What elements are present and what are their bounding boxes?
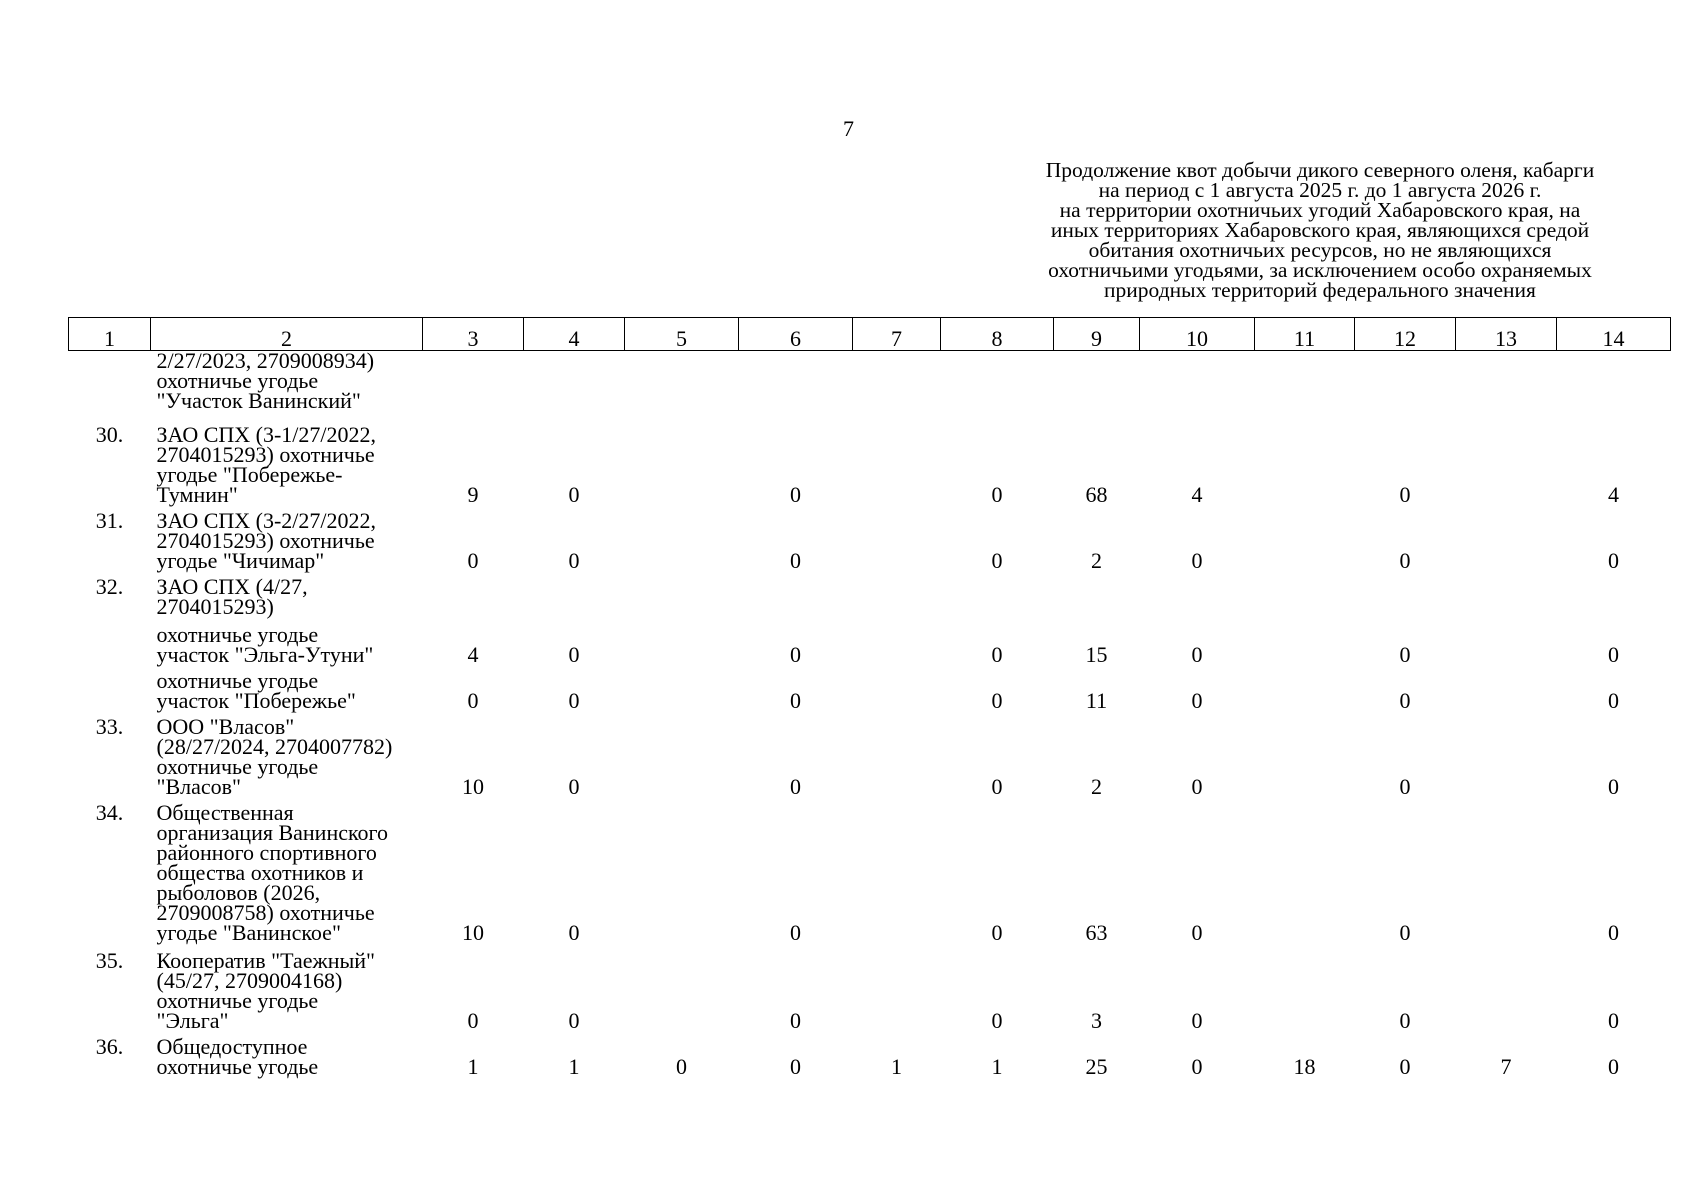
hunting-ground-name: ООО "Власов" (28/27/2024, 2704007782) охотничье угодье "Власов" [156,714,393,799]
row-number [69,351,151,412]
cell-col-7 [853,351,941,412]
cell-col-9 [1054,351,1140,412]
column-header: 3 [423,318,524,351]
cell-col-7 [853,665,941,711]
cell-col-10: 4 [1191,482,1203,507]
cell-col-11 [1255,411,1355,505]
cell-col-4: 0 [568,642,580,667]
caption-line: на территории охотничьих угодий Хабаровского края, на [1059,198,1581,222]
cell-col-11 [1255,797,1355,943]
caption-line: Продолжение квот добычи дикого северного оленя, кабарги [1045,158,1595,182]
cell-col-13 [1456,617,1557,665]
column-header: 1 [69,318,151,351]
cell-col-8: 1 [991,1054,1003,1079]
cell-col-3: 1 [467,1054,479,1079]
table-row [69,1031,1671,1077]
cell-col-5 [625,505,739,571]
hunting-ground-name: ЗАО СПХ (4/27, 2704015293) [156,574,308,619]
cell-col-12: 0 [1399,688,1411,713]
cell-col-9 [1054,571,1140,617]
column-header: 6 [739,318,853,351]
column-header: 13 [1456,318,1557,351]
cell-col-12: 0 [1399,920,1411,945]
cell-col-12: 0 [1399,548,1411,573]
cell-col-9: 2 [1091,774,1102,799]
cell-col-3: 10 [462,774,484,799]
cell-col-14 [1557,351,1671,412]
cell-col-14: 0 [1608,1054,1619,1079]
hunting-ground-name: ЗАО СПХ (3-1/27/2022, 2704015293) охотничье угодье "Побережье- Тумнин" [156,422,377,507]
column-header: 5 [625,318,739,351]
table-row [69,351,1671,412]
cell-col-8 [941,351,1054,412]
column-header: 10 [1140,318,1255,351]
table-row [69,943,1671,1031]
cell-col-3: 9 [467,482,479,507]
cell-col-4 [524,351,625,412]
quota-table [68,317,1671,1077]
cell-col-3: 0 [467,548,479,573]
table-row [69,797,1671,943]
cell-col-6: 0 [790,482,801,507]
cell-col-5 [625,411,739,505]
cell-col-6: 0 [790,1008,801,1033]
cell-col-14: 0 [1608,920,1619,945]
column-header: 11 [1255,318,1355,351]
cell-col-4: 0 [568,482,580,507]
cell-col-4: 1 [568,1054,580,1079]
column-header: 2 [151,318,423,351]
cell-col-9: 68 [1085,482,1108,507]
cell-col-5: 0 [676,1054,687,1079]
cell-col-14: 4 [1608,482,1619,507]
cell-col-5 [625,665,739,711]
row-number: 34. [95,800,124,825]
cell-col-14 [1557,571,1671,617]
row-number: 32. [95,574,124,599]
hunting-ground-name: ЗАО СПХ (3-2/27/2022, 2704015293) охотничье угодье "Чичимар" [156,508,377,573]
cell-col-9: 11 [1085,688,1108,713]
cell-col-3 [423,571,524,617]
caption-line: обитания охотничьих ресурсов, но не являющихся [1088,238,1552,262]
cell-col-12: 0 [1399,1054,1411,1079]
cell-col-8: 0 [991,548,1003,573]
row-number: 30. [95,422,124,447]
cell-col-13 [1456,711,1557,797]
page-number: 7 [843,116,854,141]
cell-col-4: 0 [568,774,580,799]
cell-col-8: 0 [991,688,1003,713]
cell-col-6 [739,351,853,412]
row-number: 31. [95,508,124,533]
table-row [69,711,1671,797]
cell-col-8: 0 [991,1008,1003,1033]
cell-col-13 [1456,943,1557,1031]
cell-col-12: 0 [1399,482,1411,507]
hunting-ground-name: охотничье угодье участок "Эльга-Утуни" [156,622,374,667]
cell-col-7 [853,943,941,1031]
cell-col-6: 0 [790,774,801,799]
column-header: 12 [1355,318,1456,351]
hunting-ground-name: Кооператив "Таежный" (45/27, 2709004168) охотничье угодье "Эльга" [156,948,375,1033]
cell-col-9: 25 [1085,1054,1108,1079]
cell-col-13 [1456,665,1557,711]
cell-col-11 [1255,505,1355,571]
cell-col-11: 18 [1293,1054,1316,1079]
cell-col-14: 0 [1608,1008,1619,1033]
cell-col-6: 0 [790,1054,801,1079]
cell-col-12 [1355,571,1456,617]
hunting-ground-name: охотничье угодье участок "Побережье" [156,668,356,713]
cell-col-13 [1456,797,1557,943]
cell-col-13 [1456,505,1557,571]
cell-col-7: 1 [891,1054,902,1079]
cell-col-11 [1255,665,1355,711]
cell-col-5 [625,571,739,617]
row-number [69,665,151,711]
cell-col-10: 0 [1191,1054,1203,1079]
cell-col-8 [941,571,1054,617]
cell-col-12 [1355,351,1456,412]
cell-col-10: 0 [1191,920,1203,945]
cell-col-4: 0 [568,688,580,713]
hunting-ground-name: 2/27/2023, 2709008934) охотничье угодье "Участок Ванинский" [156,348,375,413]
cell-col-9: 3 [1091,1008,1102,1033]
cell-col-10: 0 [1191,642,1203,667]
cell-col-11 [1255,943,1355,1031]
cell-col-6: 0 [790,548,801,573]
cell-col-8: 0 [991,642,1003,667]
table-row [69,617,1671,665]
cell-col-7 [853,571,941,617]
caption-line: на период с 1 августа 2025 г. до 1 августа 2026 г. [1098,178,1542,202]
cell-col-4: 0 [568,1008,580,1033]
cell-col-13 [1456,571,1557,617]
cell-col-11 [1255,711,1355,797]
cell-col-8: 0 [991,920,1003,945]
cell-col-5 [625,797,739,943]
row-number: 35. [95,948,124,973]
cell-col-9: 2 [1091,548,1102,573]
column-header: 8 [941,318,1054,351]
cell-col-12: 0 [1399,642,1411,667]
caption-line: иных территориях Хабаровского края, являющихся средой [1050,218,1590,242]
column-header: 7 [853,318,941,351]
cell-col-3 [423,351,524,412]
cell-col-6: 0 [790,642,801,667]
cell-col-6: 0 [790,920,801,945]
cell-col-8: 0 [991,774,1003,799]
cell-col-5 [625,351,739,412]
cell-col-8: 0 [991,482,1003,507]
column-header: 9 [1054,318,1140,351]
cell-col-11 [1255,351,1355,412]
cell-col-11 [1255,571,1355,617]
table-body [69,348,1671,1079]
row-number [69,617,151,665]
column-header: 4 [524,318,625,351]
cell-col-13 [1456,351,1557,412]
cell-col-10 [1140,351,1255,412]
cell-col-11 [1255,617,1355,665]
cell-col-4 [524,571,625,617]
row-number: 33. [95,714,124,739]
cell-col-7 [853,411,941,505]
table-caption [1000,160,1640,300]
cell-col-10: 0 [1191,548,1203,573]
cell-col-13: 7 [1500,1054,1512,1079]
cell-col-14: 0 [1608,774,1619,799]
cell-col-6 [739,571,853,617]
hunting-ground-name: Общедоступное охотничье угодье [156,1034,319,1079]
cell-col-7 [853,617,941,665]
cell-col-5 [625,617,739,665]
cell-col-10 [1140,571,1255,617]
cell-col-10: 0 [1191,774,1203,799]
cell-col-13 [1456,411,1557,505]
row-number: 36. [95,1034,124,1059]
cell-col-4: 0 [568,920,580,945]
cell-col-14: 0 [1608,688,1619,713]
cell-col-5 [625,943,739,1031]
cell-col-10: 0 [1191,1008,1203,1033]
hunting-ground-name: Общественная организация Ванинского районного спортивного общества охотников и рыболовов (2026, 2709008758) охотничье угодье "Ванинское" [156,800,389,945]
cell-col-7 [853,797,941,943]
column-header: 14 [1557,318,1671,351]
cell-col-14: 0 [1608,548,1619,573]
cell-col-4: 0 [568,548,580,573]
cell-col-14: 0 [1608,642,1619,667]
cell-col-3: 4 [467,642,479,667]
caption-line: охотничьими угодьями, за исключением особо охраняемых [1048,258,1592,282]
caption-line: природных территорий федерального значения [1104,278,1536,302]
table-row [69,411,1671,505]
cell-col-7 [853,505,941,571]
header-row [69,318,1671,351]
cell-col-12: 0 [1399,1008,1411,1033]
cell-col-5 [625,711,739,797]
cell-col-9: 63 [1085,920,1108,945]
table-row [69,665,1671,711]
cell-col-10: 0 [1191,688,1203,713]
cell-col-9: 15 [1085,642,1108,667]
cell-col-3: 0 [467,1008,479,1033]
cell-col-3: 10 [462,920,484,945]
cell-col-7 [853,711,941,797]
cell-col-12: 0 [1399,774,1411,799]
table-row [69,505,1671,571]
cell-col-6: 0 [790,688,801,713]
cell-col-3: 0 [467,688,479,713]
table-row [69,571,1671,617]
